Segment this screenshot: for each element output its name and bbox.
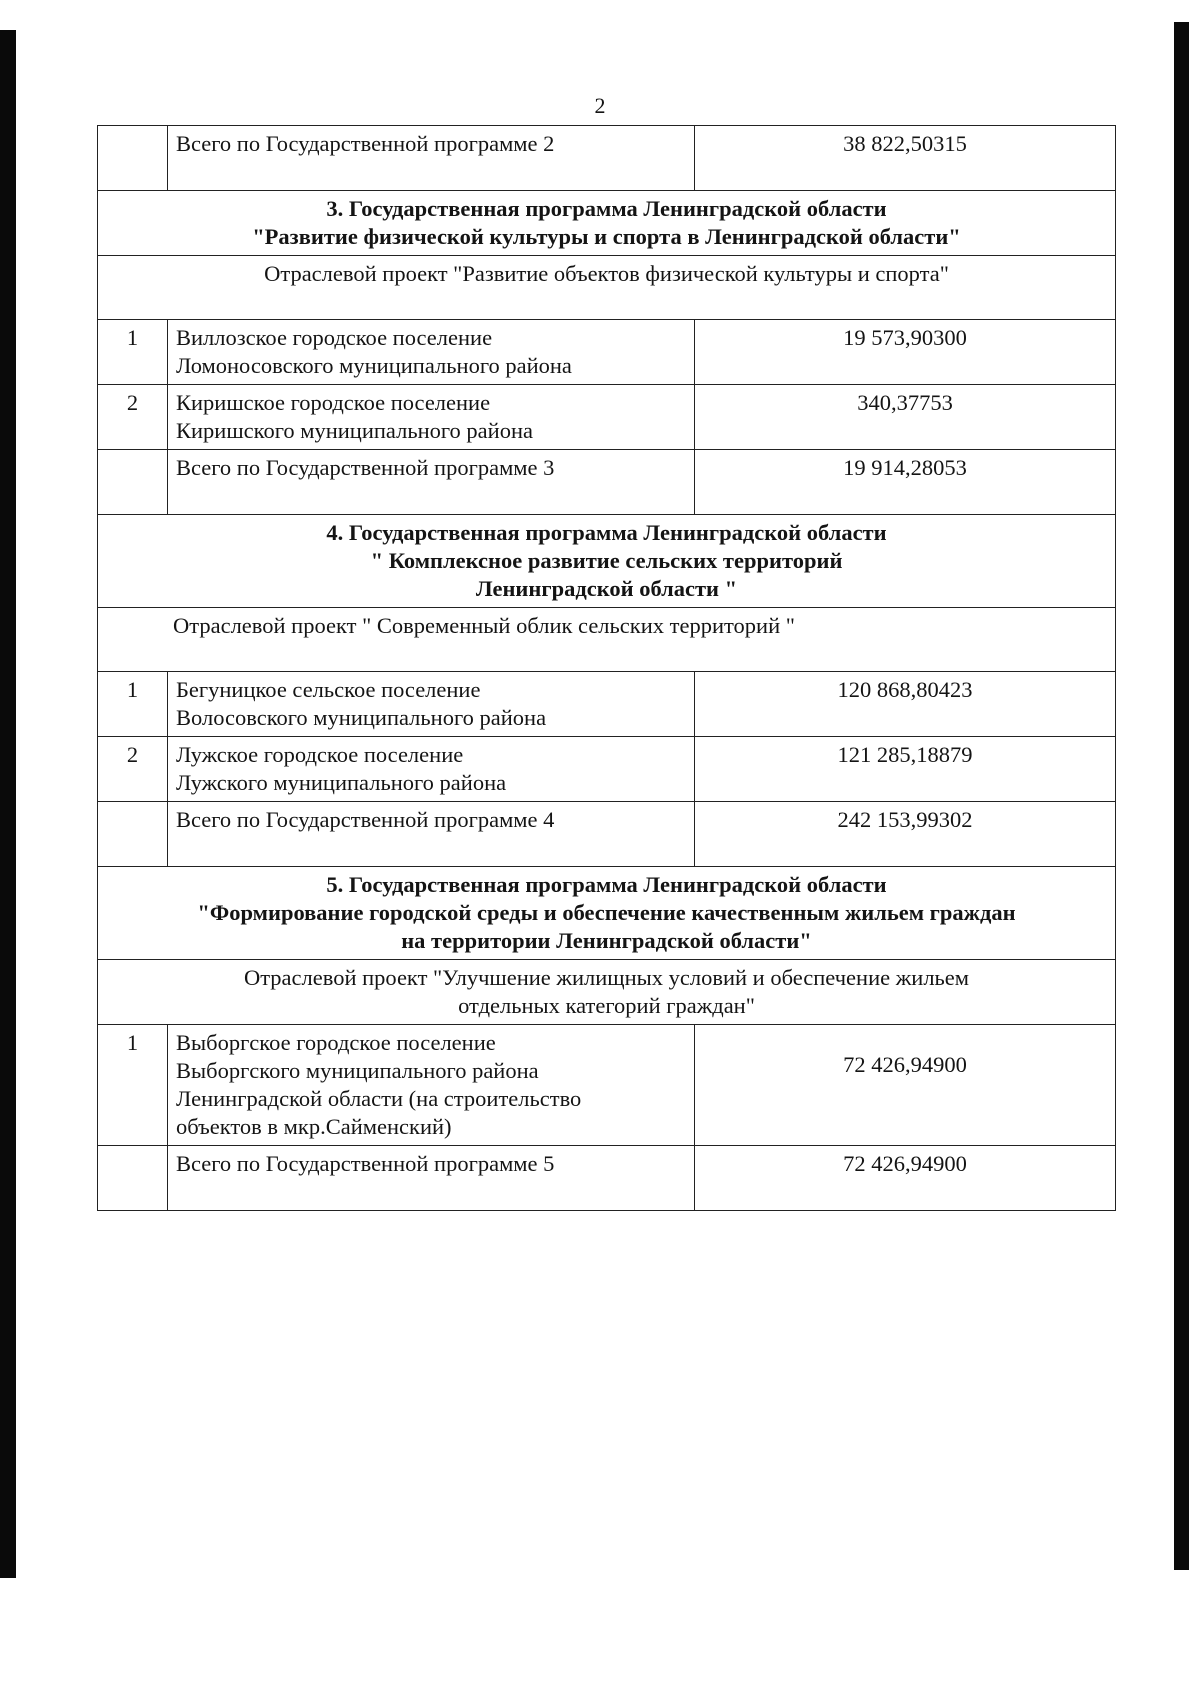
table-row-total-program-4 [98,802,1116,867]
table-row-total-program-5 [98,1146,1116,1211]
project-row [98,960,1116,1025]
table-row-total-program-2 [98,126,1116,191]
row-number: 2 [98,385,168,450]
amount: 72 426,94900 [695,1025,1116,1146]
table-row [98,737,1116,802]
total-label: Всего по Государственной программе 5 [168,1146,695,1211]
heading-line: " Комплексное развитие сельских территорий [370,548,843,573]
table-row [98,385,1116,450]
program-4-project [98,608,1116,672]
name-line: Бегуницкое сельское поселение [176,677,481,702]
heading-line: Ленинградской области " [475,576,738,601]
project-row [98,256,1116,320]
heading-line: "Формирование городской среды и обеспечение качественным жильем граждан [197,900,1016,925]
name-line: Волосовского муниципального района [176,705,547,730]
funding-table [97,125,1116,1211]
amount: 121 285,18879 [695,737,1116,802]
name-line: Ломоносовского муниципального района [176,353,572,378]
total-label: Всего по Государственной программе 4 [168,802,695,867]
program-5-project [98,960,1116,1025]
settlement-name [168,1025,695,1146]
row-number [98,802,168,867]
table-row [98,1025,1116,1146]
row-number [98,126,168,191]
program-4-heading [98,515,1116,608]
project-line: отдельных категорий граждан" [458,993,755,1018]
name-line: Виллозское городское поселение [176,325,493,350]
total-label: Всего по Государственной программе 3 [168,450,695,515]
scan-border-left [0,30,16,1578]
program-heading-row [98,867,1116,960]
settlement-name [168,672,695,737]
name-line: Выборгское городское поселение [176,1030,496,1055]
row-number: 1 [98,1025,168,1146]
settlement-name [168,320,695,385]
project-row [98,608,1116,672]
heading-line: 5. Государственная программа Ленинградской области [326,872,887,897]
total-amount: 242 153,99302 [695,802,1116,867]
settlement-name [168,385,695,450]
project-line: Отраслевой проект "Улучшение жилищных условий и обеспечение жильем [243,965,970,990]
project-line: Отраслевой проект "Развитие объектов физической культуры и спорта" [264,261,949,286]
name-line: Киришское городское поселение [176,390,491,415]
amount: 340,37753 [695,385,1116,450]
heading-line: 3. Государственная программа Ленинградской области [326,196,887,221]
page-number: 2 [594,93,606,118]
heading-line: на территории Ленинградской области" [401,928,812,953]
total-amount: 19 914,28053 [695,450,1116,515]
table-row-total-program-3 [98,450,1116,515]
table-row [98,320,1116,385]
table-row [98,672,1116,737]
program-3-project [98,256,1116,320]
row-number [98,1146,168,1211]
program-heading-row [98,515,1116,608]
heading-line: 4. Государственная программа Ленинградской области [326,520,887,545]
amount: 19 573,90300 [695,320,1116,385]
program-5-heading [98,867,1116,960]
heading-line: "Развитие физической культуры и спорта в Ленинградской области" [252,224,961,249]
name-line: Ленинградской области (на строительство [176,1086,582,1111]
program-3-heading [98,191,1116,256]
row-number: 2 [98,737,168,802]
scan-border-right [1174,22,1189,1570]
name-line: Лужское городское поселение [176,742,464,767]
total-amount: 72 426,94900 [695,1146,1116,1211]
settlement-name [168,737,695,802]
amount: 120 868,80423 [695,672,1116,737]
row-number [98,450,168,515]
row-number: 1 [98,320,168,385]
row-number: 1 [98,672,168,737]
project-line: Отраслевой проект " Современный облик сельских территорий " [173,613,795,638]
name-line: Лужского муниципального района [176,770,507,795]
total-amount: 38 822,50315 [695,126,1116,191]
name-line: Выборгского муниципального района [176,1058,539,1083]
name-line: Киришского муниципального района [176,418,533,443]
total-label: Всего по Государственной программе 2 [168,126,695,191]
name-line: объектов в мкр.Сайменский) [176,1114,452,1139]
program-heading-row [98,191,1116,256]
